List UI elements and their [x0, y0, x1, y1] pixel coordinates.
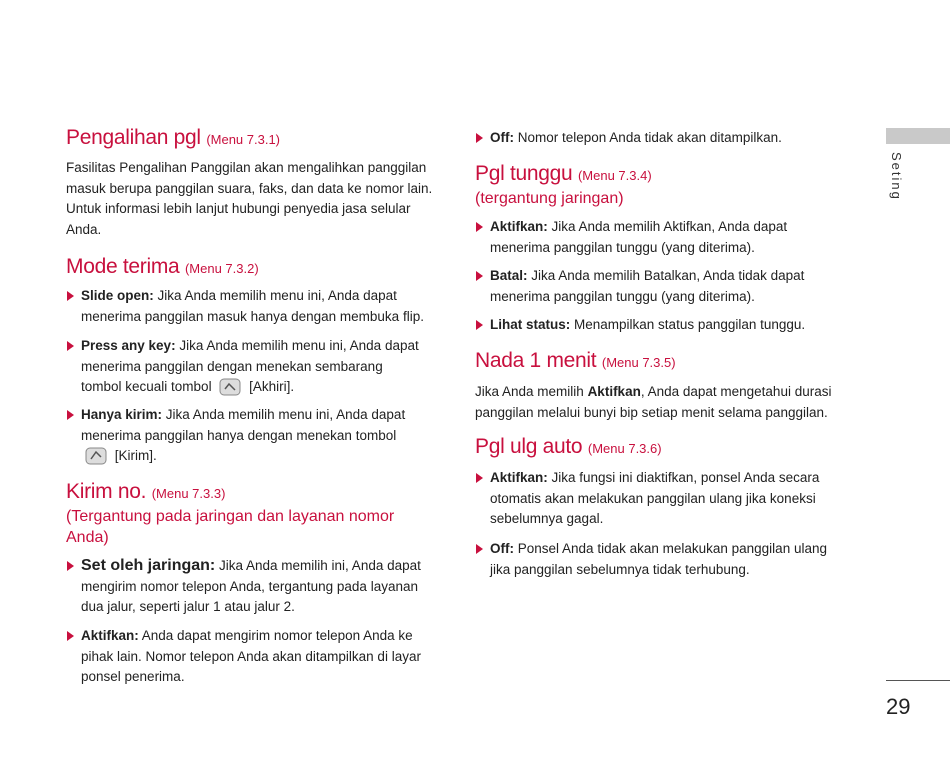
bullet-label: Slide open: [81, 288, 154, 303]
bullet-text: Jika Anda memilih menu ini, Anda dapat menerima panggilan dengan menekan sembarang tombol kecuali tombol [81, 338, 419, 394]
bullet-text: Nomor telepon Anda tidak akan ditampilkan. [514, 130, 782, 145]
end-key-icon [219, 378, 241, 396]
menu-number: (Menu 7.3.4) [577, 168, 652, 183]
triangle-bullet-icon [67, 631, 74, 641]
triangle-bullet-icon [67, 410, 74, 420]
bullet-off-kirim [475, 128, 840, 149]
bullet-label: Set oleh jaringan: [81, 557, 216, 574]
triangle-bullet-icon [476, 133, 483, 143]
sidebar-section-label: Seting [889, 152, 904, 201]
heading-title: Nada 1 menit [475, 349, 597, 372]
bullet-aktifkan-kirim [66, 626, 441, 688]
heading-title: Mode terima [66, 255, 180, 278]
bullet-hanya-kirim [66, 405, 426, 467]
triangle-bullet-icon [476, 271, 483, 281]
bullet-off-ulang [475, 539, 850, 580]
triangle-bullet-icon [476, 473, 483, 483]
bullet-aktifkan-tunggu [475, 217, 830, 258]
heading-kirim-no [66, 480, 225, 506]
triangle-bullet-icon [67, 341, 74, 351]
bullet-text: Jika Anda memilih menu ini, Anda dapat menerima panggilan hanya dengan menekan tombol [81, 407, 406, 443]
bullet-text: Anda dapat mengirim nomor telepon Anda ke pihak lain. Nomor telepon Anda akan ditampilkan di layar ponsel penerima. [81, 628, 421, 684]
bullet-slide-open [66, 286, 426, 327]
triangle-bullet-icon [476, 544, 483, 554]
heading-nada-1-menit [475, 349, 676, 375]
menu-number: (Menu 7.3.2) [184, 261, 259, 276]
bullet-label: Hanya kirim: [81, 407, 163, 422]
menu-number: (Menu 7.3.6) [587, 441, 662, 456]
bullet-label: Batal: [490, 268, 528, 283]
paragraph-nada-1-menit [475, 382, 840, 423]
section-tab-marker [886, 128, 950, 144]
bullet-label: Lihat status: [490, 317, 571, 332]
bullet-tail: [Kirim]. [114, 448, 157, 463]
bullet-text: Jika Anda memilih menu ini, Anda dapat menerima panggilan masuk hanya dengan membuka flip. [81, 288, 424, 324]
footer-divider [886, 680, 950, 681]
bullet-batal-tunggu [475, 266, 830, 307]
paragraph-text: , Anda dapat mengetahui durasi panggilan melalui bunyi bip setiap menit selama panggilan. [475, 384, 832, 420]
heading-mode-terima [66, 255, 259, 281]
bullet-label: Off: [490, 130, 514, 145]
bullet-text: Jika Anda memilih ini, Anda dapat mengirim nomor telepon Anda, tergantung pada layanan dua jalur, seperti jalur 1 atau jalur 2. [81, 558, 421, 614]
heading-title: Pengalihan pgl [66, 126, 201, 149]
bullet-text: Ponsel Anda tidak akan melakukan panggilan ulang jika panggilan sebelumnya tidak terhubung. [490, 541, 827, 577]
heading-title: Pgl tunggu [475, 162, 573, 185]
bullet-text: Jika fungsi ini diaktifkan, ponsel Anda secara otomatis akan melakukan panggilan ulang jika koneksi sebelumnya gagal. [490, 470, 820, 526]
paragraph-pengalihan: Fasilitas Pengalihan Panggilan akan mengalihkan panggilan masuk berupa panggilan suara, faks, dan data ke nomor lain. Untuk informasi lebih lanjut hubungi penyedia jasa selular Anda. [66, 160, 433, 237]
heading-title: Kirim no. [66, 480, 147, 503]
heading-pgl-tunggu [475, 162, 652, 188]
bullet-tail: [Akhiri]. [249, 379, 295, 394]
menu-number: (Menu 7.3.5) [601, 355, 676, 370]
subheading-pgl-tunggu: (tergantung jaringan) [475, 190, 624, 207]
bullet-text: Jika Anda memilih Batalkan, Anda tidak dapat menerima panggilan tunggu (yang diterima). [490, 268, 805, 304]
send-key-icon [85, 447, 107, 465]
bullet-set-oleh-jaringan [66, 556, 441, 618]
paragraph-text: Jika Anda memilih [475, 384, 588, 399]
bullet-press-any-key [66, 336, 426, 398]
menu-number: (Menu 7.3.3) [151, 486, 226, 501]
heading-title: Pgl ulg auto [475, 435, 583, 458]
menu-number: (Menu 7.3.1) [206, 132, 281, 147]
bullet-text: Menampilkan status panggilan tunggu. [570, 317, 806, 332]
subheading-kirim-no: (Tergantung pada jaringan dan layanan nomor Anda) [66, 508, 395, 546]
bullet-label: Aktifkan: [490, 470, 548, 485]
bullet-label: Press any key: [81, 338, 176, 353]
bullet-text: Jika Anda memilih Aktifkan, Anda dapat menerima panggilan tunggu (yang diterima). [490, 219, 788, 255]
triangle-bullet-icon [67, 561, 74, 571]
triangle-bullet-icon [476, 222, 483, 232]
bullet-label: Aktifkan: [81, 628, 139, 643]
triangle-bullet-icon [476, 320, 483, 330]
bullet-aktifkan-ulang [475, 468, 835, 530]
bullet-label: Aktifkan: [490, 219, 548, 234]
page-number: 29 [886, 694, 911, 719]
bullet-lihat-status [475, 315, 840, 336]
paragraph-bold: Aktifkan [587, 384, 641, 399]
heading-pgl-ulg-auto [475, 435, 662, 461]
bullet-label: Off: [490, 541, 514, 556]
triangle-bullet-icon [67, 291, 74, 301]
heading-pengalihan-pgl [66, 126, 280, 152]
